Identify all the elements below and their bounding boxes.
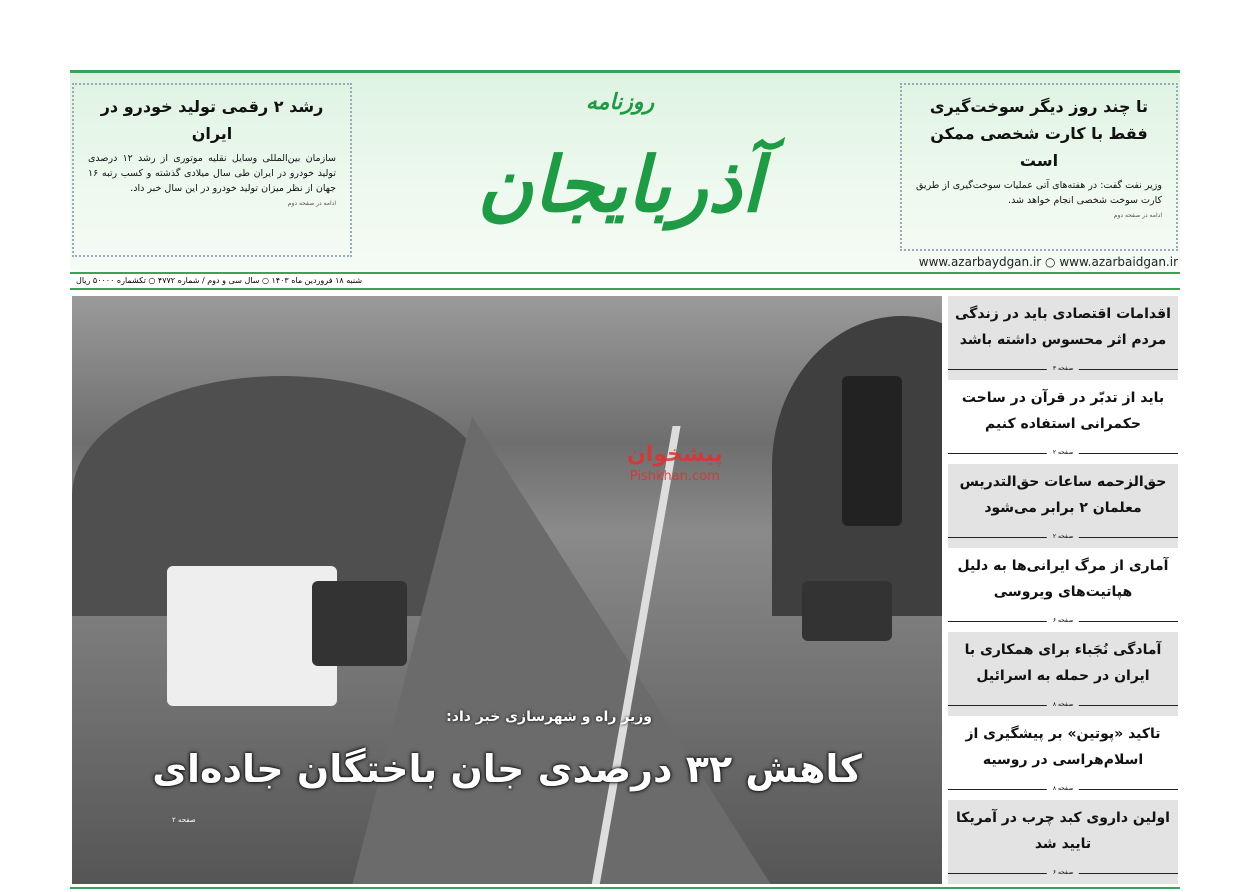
sidebar-item-title: حق‌الزحمه ساعات حق‌التدریس معلمان ۲ برابر می‌شود <box>959 474 1167 516</box>
road-sign-shape <box>842 376 902 526</box>
divider <box>948 533 1178 545</box>
teaser-title: رشد ۲ رقمی تولید خودرو در ایران <box>100 97 324 143</box>
sidebar-item[interactable] <box>948 800 1178 884</box>
sidebar-headlines <box>948 296 1178 884</box>
sidebar-item-title: اقدامات اقتصادی باید در زندگی مردم اثر محسوس داشته باشد <box>955 306 1171 348</box>
sidebar-item[interactable] <box>948 296 1178 380</box>
logo-small-text: روزنامه <box>585 89 655 115</box>
newspaper-logo <box>400 73 840 269</box>
watermark <box>627 441 723 485</box>
logo-text: آذربایجان <box>477 140 763 229</box>
sidebar-item-title: تاکید «پوتین» بر پیشگیری از اسلام‌هراسی در روسیه <box>965 726 1161 768</box>
sidebar-item[interactable] <box>948 716 1178 800</box>
page-ref: صفحه ۸ <box>1047 784 1079 794</box>
website-urls: www.azarbaydgan.ir ○ www.azarbaidgan.ir <box>918 255 1178 269</box>
divider <box>948 869 1178 881</box>
page-ref: صفحه ۶ <box>1047 616 1079 626</box>
bottom-rule <box>70 887 1180 889</box>
sidebar-item[interactable] <box>948 632 1178 716</box>
right-teaser-box[interactable] <box>900 83 1178 251</box>
main-photo <box>72 296 942 884</box>
page-ref: صفحه ۲ <box>1047 532 1079 542</box>
sidebar-item[interactable] <box>948 548 1178 632</box>
watermark-text: پیشخوان <box>627 442 723 467</box>
teaser-body: وزیر نفت گفت: در هفته‌های آتی عملیات سوخت‌گیری از طریق کارت سوخت شخصی انجام خواهد شد. <box>916 180 1162 206</box>
sidebar-item-title: باید از تدبّر در قرآن در ساحت حکمرانی استفاده کنیم <box>961 390 1165 432</box>
car-shape <box>802 581 892 641</box>
page-ref: صفحه ۸ <box>1047 700 1079 710</box>
sidebar-item-title: آمادگی نُجَباء برای همکاری با ایران در حمله به اسرائیل <box>964 642 1162 684</box>
issue-info-bar <box>70 272 1180 290</box>
headline-page-ref: صفحه ۲ <box>172 816 196 824</box>
divider <box>948 701 1178 713</box>
divider <box>948 449 1178 461</box>
headline-kicker: وزیر راه و شهرسازی خبر داد: <box>446 709 652 725</box>
divider <box>948 365 1178 377</box>
divider <box>948 785 1178 797</box>
teaser-more: ادامه در صفحه دوم <box>1113 212 1162 219</box>
teaser-title: تا چند روز دیگر سوخت‌گیری فقط با کارت شخصی ممکن است <box>929 97 1149 170</box>
page-ref: صفحه ۳ <box>1047 364 1079 374</box>
road-shape <box>352 416 772 884</box>
teaser-more: ادامه در صفحه دوم <box>287 200 336 207</box>
watermark-url: Pishkhan.com <box>629 469 720 484</box>
sidebar-item-title: آماری از مرگ ایرانی‌ها به دلیل هپاتیت‌های ویروسی <box>957 558 1169 600</box>
masthead <box>70 70 1180 270</box>
car-shape <box>312 581 407 666</box>
page-ref: صفحه ۶ <box>1047 868 1079 878</box>
main-headline[interactable]: کاهش ۳۲ درصدی جان باختگان جاده‌ای <box>152 747 862 791</box>
page-ref: صفحه ۲ <box>1047 448 1079 458</box>
left-teaser-box[interactable] <box>72 83 352 257</box>
issue-info: شنبه ۱۸ فروردین ماه ۱۴۰۳ ○ سال سی و دوم / شماره ۴۷۷۲ ○ تکشماره ۵۰۰۰۰ ریال <box>76 276 363 285</box>
sidebar-item[interactable] <box>948 464 1178 548</box>
divider <box>948 617 1178 629</box>
sidebar-item-title: اولین داروی کبد چرب در آمریکا تایید شد <box>956 810 1170 852</box>
teaser-body: سازمان بین‌المللی وسایل نقلیه موتوری از رشد ۱۲ درصدی تولید خودرو در ایران طی سال میلادی گذشته و کسب رتبه ۱۶ جهان از نظر میزان تولید خودرو در این سال خبر داد. <box>88 153 337 194</box>
sidebar-item[interactable] <box>948 380 1178 464</box>
